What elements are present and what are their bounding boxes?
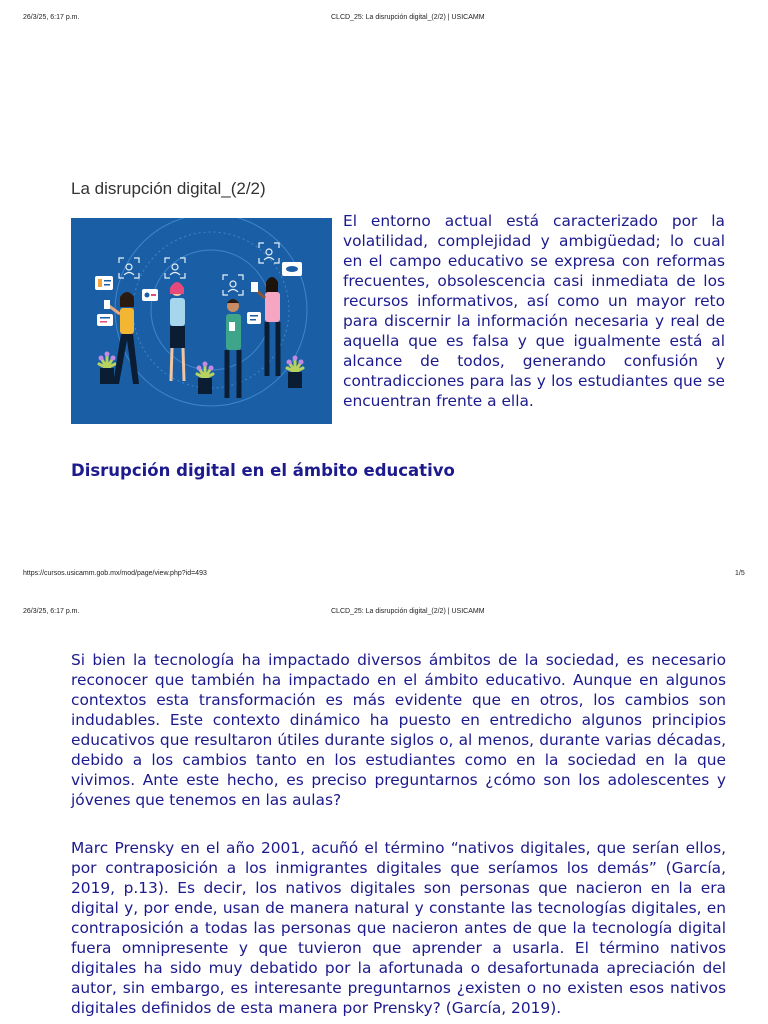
print-document-title: CLCD_25: La disrupción digital_(2/2) | USICAMM [331, 608, 485, 615]
section-heading: Disrupción digital en el ámbito educativo [71, 461, 455, 480]
body-paragraph: Si bien la tecnología ha impactado diversos ámbitos de la sociedad, es necesario reconocer que también ha impactado en el ámbito educativo. Aunque en algunos contextos esta transformación es más evidente que en otros, los cambios son indudables. Este contexto dinámico ha puesto en entredicho algunos principios educativos que resultaron útiles durante siglos o, al menos, durante varias décadas, debido a los cambios tanto en los estudiantes como en la sociedad en la que vivimos. Ante este hecho, es preciso preguntarnos ¿cómo son los adolescentes y jóvenes que tenemos en las aulas? [71, 651, 726, 809]
print-page-number: 1/5 [735, 570, 745, 577]
print-url: https://cursos.usicamm.gob.mx/mod/page/view.php?id=493 [23, 570, 207, 577]
body-paragraph: Marc Prensky en el año 2001, acuñó el término “nativos digitales, que serían ellos, por contraposición a los inmigrantes digitales que seríamos los demás” (García, 2019, p.13). Es decir, los nativos digitales son personas que nacieron en la era digital y, por ende, usan de manera natural y constante las tecnologías digitales, en contraposición a todas las personas que nacieron antes de que la tecnología digital fuera omnipresente y que tuvieron que aprender a usarla. El término nativos digitales ha sido muy debatido por la afortunada o desafortunada apreciación del autor, sin embargo, es interesante preguntarnos ¿existen o no existen esos nativos digitales definidos de esta manera por Prensky? (García, 2019). [71, 839, 726, 1017]
print-datetime: 26/3/25, 6:17 p.m. [23, 14, 80, 21]
print-datetime: 26/3/25, 6:17 p.m. [23, 608, 80, 615]
hero-illustration [71, 218, 332, 424]
print-document-title: CLCD_25: La disrupción digital_(2/2) | USICAMM [331, 14, 485, 21]
page-title: La disrupción digital_(2/2) [71, 179, 266, 198]
intro-paragraph: El entorno actual está caracterizado por la volatilidad, complejidad y ambigüedad; lo cual en el campo educativo se expresa con reformas frecuentes, obsolescencia casi inmediata de los recursos informativos, así como un mayor reto para discernir la información necesaria y real de aquella que es falsa y que igualmente está al alcance de todos, generando confusión y contradicciones para las y los estudiantes que se encuentran frente a ella. [343, 212, 725, 410]
